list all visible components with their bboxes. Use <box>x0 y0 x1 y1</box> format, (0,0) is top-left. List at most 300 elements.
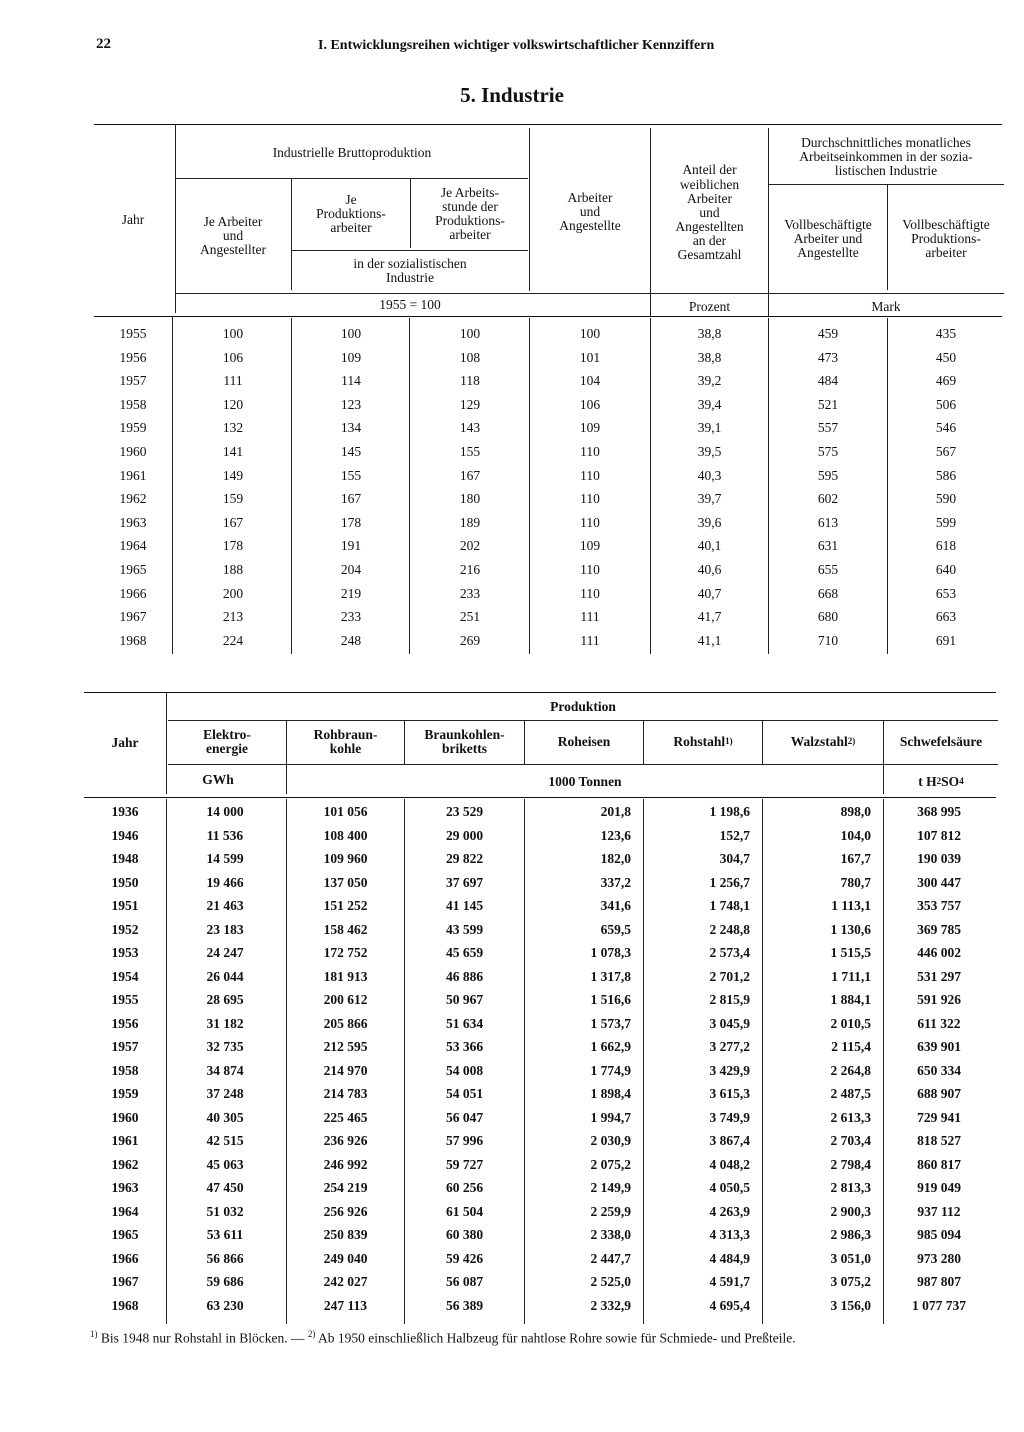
row-year: 1962 <box>119 491 147 507</box>
table-cell: 45 659 <box>445 945 484 960</box>
table-cell: 246 992 <box>323 1156 368 1172</box>
page-number: 22 <box>96 36 111 52</box>
table-cell: 213 <box>222 609 244 625</box>
table-cell: 1 748,1 <box>709 898 750 913</box>
table-cell: 1 516,6 <box>590 992 631 1007</box>
table-cell: 729 941 <box>917 1109 961 1125</box>
table-cell: 37 248 <box>206 1086 244 1101</box>
table-cell: 3 156,0 <box>830 1297 871 1313</box>
table1-income-rule <box>768 184 1004 185</box>
table-cell: 691 <box>935 632 957 648</box>
table-cell: 353 757 <box>917 898 961 913</box>
h2so4-sub1: 2 <box>936 776 942 787</box>
table1-divider <box>291 318 292 654</box>
table-cell: 602 <box>817 491 839 507</box>
table2-header-roheisen: Roheisen <box>557 733 611 749</box>
walzstahl-footnote-ref: 2) <box>847 736 856 747</box>
row-year: 1964 <box>111 1203 139 1219</box>
row-year: 1952 <box>111 921 139 937</box>
table2-unit-h2so4 <box>884 770 998 794</box>
table-cell: 2 447,7 <box>590 1250 631 1266</box>
table-cell: 256 926 <box>323 1203 368 1219</box>
table-cell: 599 <box>935 514 957 530</box>
table-cell: 4 313,3 <box>709 1227 750 1242</box>
row-year: 1957 <box>119 373 147 389</box>
table-cell: 111 <box>223 373 243 389</box>
table1-divider <box>887 318 888 654</box>
table-cell: 40,6 <box>697 562 722 577</box>
table-cell: 110 <box>580 491 600 507</box>
table-cell: 300 447 <box>917 874 961 890</box>
table-cell: 341,6 <box>600 898 631 913</box>
table-cell: 591 926 <box>917 992 961 1007</box>
table-cell: 56 866 <box>206 1250 244 1266</box>
table1-header-anteil-weiblich: Anteil der weiblichen Arbeiter und Angestellten an der Gesamtzahl <box>675 162 744 263</box>
table-cell: 450 <box>935 349 957 365</box>
table1-divider <box>409 318 410 654</box>
table-cell: 37 697 <box>445 874 484 890</box>
h2so4-prefix: t H <box>918 773 937 789</box>
row-year: 1964 <box>119 538 147 554</box>
table-cell: 985 094 <box>917 1227 961 1242</box>
running-head: I. Entwicklungsreihen wichtiger volkswirtschaftlicher Kennziffern <box>318 38 715 53</box>
table-cell: 51 032 <box>206 1203 244 1219</box>
table2-header-rohstahl <box>644 722 762 762</box>
table2-header-braunkohlenbriketts: Braunkohlen- briketts <box>424 726 505 756</box>
table-cell: 2 332,9 <box>590 1297 631 1313</box>
table-cell: 214 970 <box>323 1062 368 1078</box>
table-cell: 233 <box>340 609 362 625</box>
table-cell: 54 051 <box>445 1086 484 1101</box>
table-cell: 110 <box>580 444 600 459</box>
table-cell: 369 785 <box>917 921 961 937</box>
row-year: 1961 <box>119 467 147 483</box>
table-cell: 28 695 <box>206 992 244 1007</box>
table2-header-walzstahl <box>763 722 883 762</box>
table-cell: 214 783 <box>323 1086 368 1101</box>
footnote-mark-1: 1) <box>90 1329 98 1339</box>
table-cell: 39,7 <box>697 491 722 507</box>
table-cell: 108 400 <box>323 827 368 843</box>
table-cell: 40,1 <box>697 538 722 554</box>
table-cell: 242 027 <box>323 1274 368 1289</box>
table1-top-rule <box>94 124 1002 125</box>
table-cell: 132 <box>222 420 244 436</box>
table-cell: 650 334 <box>917 1062 961 1078</box>
table-cell: 1 113,1 <box>831 898 871 913</box>
row-year: 1963 <box>111 1180 139 1195</box>
table1-unit-rule <box>176 293 1004 294</box>
table-cell: 51 634 <box>445 1015 484 1031</box>
table-cell: 469 <box>935 373 957 389</box>
table-cell: 2 573,4 <box>709 945 750 960</box>
table-cell: 202 <box>459 538 481 554</box>
row-year: 1951 <box>111 898 139 913</box>
table-cell: 2 815,9 <box>709 992 750 1007</box>
row-year: 1953 <box>111 945 139 960</box>
row-year: 1966 <box>119 585 147 601</box>
table-cell: 659,5 <box>600 921 631 937</box>
table1-header-einkommen: Durchschnittliches monatliches Arbeitseinkommen in der sozia- listischen Industrie <box>799 134 973 179</box>
footnote-text-1: Bis 1948 nur Rohstahl in Blöcken. — <box>97 1330 308 1346</box>
table-cell: 167 <box>340 491 362 507</box>
row-year: 1936 <box>111 804 139 819</box>
row-year: 1968 <box>111 1297 139 1313</box>
table-cell: 435 <box>935 326 957 341</box>
table-cell: 212 595 <box>323 1039 368 1054</box>
table1-header-bruttoproduktion: Industrielle Bruttoproduktion <box>272 144 432 160</box>
table-cell: 110 <box>580 562 600 577</box>
table-cell: 106 <box>579 396 601 412</box>
table-cell: 182,0 <box>600 851 631 866</box>
table-cell: 29 822 <box>445 851 484 866</box>
table-cell: 59 426 <box>445 1250 484 1266</box>
table-cell: 1 994,7 <box>590 1109 631 1125</box>
table-cell: 337,2 <box>600 874 631 890</box>
table-cell: 937 112 <box>917 1203 961 1219</box>
table-cell: 653 <box>935 585 957 601</box>
table-cell: 39,6 <box>697 514 722 530</box>
table-cell: 1 662,9 <box>590 1039 631 1054</box>
row-year: 1965 <box>111 1227 139 1242</box>
table-cell: 613 <box>817 514 839 530</box>
table-cell: 590 <box>935 491 957 507</box>
table-cell: 3 749,9 <box>709 1109 750 1125</box>
table-cell: 40 305 <box>206 1109 244 1125</box>
table-cell: 1 317,8 <box>590 968 631 984</box>
table-cell: 459 <box>817 326 839 341</box>
table1-header-vollb-produktion: Vollbeschäftigte Produktions- arbeiter <box>902 216 990 261</box>
table-cell: 191 <box>340 538 362 554</box>
footnote <box>90 1329 796 1347</box>
table-cell: 2 259,9 <box>590 1203 631 1219</box>
table-cell: 180 <box>459 491 481 507</box>
table-cell: 201,8 <box>600 804 631 819</box>
table-cell: 250 839 <box>323 1227 368 1242</box>
table2-header-schwefelsaeure: Schwefelsäure <box>899 733 983 749</box>
table-cell: 190 039 <box>917 851 961 866</box>
row-year: 1962 <box>111 1156 139 1172</box>
table-cell: 3 277,2 <box>709 1039 750 1054</box>
table-cell: 34 874 <box>206 1062 244 1078</box>
table-cell: 973 280 <box>917 1250 961 1266</box>
table-cell: 39,1 <box>697 420 722 436</box>
table-cell: 2 798,4 <box>830 1156 871 1172</box>
table-cell: 4 050,5 <box>709 1180 750 1195</box>
table-cell: 506 <box>935 396 957 412</box>
table-cell: 50 967 <box>445 992 484 1007</box>
table-cell: 188 <box>222 562 244 577</box>
row-year: 1967 <box>119 609 147 625</box>
table-cell: 155 <box>340 467 362 483</box>
table-cell: 484 <box>817 373 839 389</box>
table-cell: 151 252 <box>323 898 368 913</box>
table-cell: 4 695,4 <box>709 1297 750 1313</box>
table-cell: 919 049 <box>917 1180 961 1195</box>
table-cell: 29 000 <box>445 827 484 843</box>
table-cell: 2 487,5 <box>830 1086 871 1101</box>
table-cell: 249 040 <box>323 1250 368 1266</box>
table-cell: 57 996 <box>445 1133 484 1148</box>
table-cell: 2 703,4 <box>830 1133 871 1148</box>
table-cell: 205 866 <box>323 1015 368 1031</box>
table-cell: 521 <box>817 396 839 412</box>
table-cell: 149 <box>222 467 244 483</box>
table-cell: 567 <box>935 444 957 459</box>
row-year: 1954 <box>111 968 139 984</box>
table-cell: 780,7 <box>840 874 871 890</box>
table-cell: 680 <box>817 609 839 625</box>
row-year: 1957 <box>111 1039 139 1054</box>
table-cell: 688 907 <box>917 1086 961 1101</box>
table-cell: 100 <box>222 326 244 341</box>
table-cell: 2 248,8 <box>709 921 750 937</box>
table-cell: 109 <box>579 538 601 554</box>
table-cell: 618 <box>935 538 957 554</box>
table-cell: 19 466 <box>206 874 244 890</box>
table-cell: 129 <box>459 396 481 412</box>
table-cell: 155 <box>459 444 481 459</box>
table-cell: 181 913 <box>323 968 368 984</box>
table-cell: 575 <box>817 444 839 459</box>
table-cell: 167 <box>222 514 244 530</box>
table-cell: 54 008 <box>445 1062 484 1078</box>
row-year: 1948 <box>111 851 139 866</box>
table1-header-je-produktionsarbeiter: Je Produktions- arbeiter <box>316 191 386 236</box>
table-cell: 2 900,3 <box>830 1203 871 1219</box>
table-cell: 53 366 <box>445 1039 484 1054</box>
table-cell: 143 <box>459 420 481 436</box>
table1-header-sozialistische-industrie: in der sozialistischen Industrie <box>353 255 467 285</box>
table2-header-produktion: Produktion <box>550 698 616 714</box>
row-year: 1966 <box>111 1250 139 1266</box>
table2-header-jahr: Jahr <box>111 734 139 750</box>
table1-unit-mark: Mark <box>871 298 901 314</box>
table-cell: 233 <box>459 585 481 601</box>
table-cell: 111 <box>580 632 600 648</box>
table-cell: 56 389 <box>445 1297 484 1313</box>
table1-divider <box>768 318 769 654</box>
table1-subgroup-rule <box>176 178 528 179</box>
table-cell: 2 338,0 <box>590 1227 631 1242</box>
row-year: 1960 <box>119 444 147 459</box>
table-cell: 640 <box>935 562 957 577</box>
footnote-text-2: Ab 1950 einschließlich Halbzeug für nahtlose Rohre sowie für Schmiede- und Preßteile. <box>315 1330 796 1346</box>
table1-divider <box>650 318 651 654</box>
table-cell: 118 <box>460 373 480 389</box>
table-cell: 225 465 <box>323 1109 368 1125</box>
table-cell: 1 077 737 <box>912 1297 966 1313</box>
table-cell: 2 525,0 <box>590 1274 631 1289</box>
row-year: 1960 <box>111 1109 139 1125</box>
table-cell: 39,5 <box>697 444 722 459</box>
table1-unit-index: 1955 = 100 <box>379 296 441 312</box>
table-cell: 21 463 <box>206 898 244 913</box>
table-cell: 108 <box>459 349 481 365</box>
table-cell: 134 <box>340 420 362 436</box>
table-cell: 123 <box>340 396 362 412</box>
table-cell: 101 056 <box>323 804 368 819</box>
table-cell: 106 <box>222 349 244 365</box>
row-year: 1956 <box>119 349 147 365</box>
table2-header-elektroenergie: Elektro- energie <box>203 726 251 756</box>
row-year: 1950 <box>111 874 139 890</box>
row-year: 1963 <box>119 514 147 530</box>
table-cell: 546 <box>935 420 957 436</box>
table-cell: 172 752 <box>323 945 368 960</box>
table-cell: 31 182 <box>206 1015 244 1031</box>
table-cell: 3 051,0 <box>830 1250 871 1266</box>
table1-divider <box>529 318 530 654</box>
table-cell: 120 <box>222 396 244 412</box>
row-year: 1959 <box>119 420 147 436</box>
table2-top-rule <box>84 692 996 693</box>
table-cell: 2 115,4 <box>831 1039 871 1054</box>
table-cell: 109 960 <box>323 851 368 866</box>
table-cell: 159 <box>222 491 244 507</box>
table-cell: 1 198,6 <box>709 804 750 819</box>
table-cell: 710 <box>817 632 839 648</box>
table-cell: 45 063 <box>206 1156 244 1172</box>
table-cell: 247 113 <box>323 1297 368 1313</box>
table-cell: 200 612 <box>323 992 368 1007</box>
table-cell: 860 817 <box>917 1156 961 1172</box>
table-cell: 4 048,2 <box>709 1156 750 1172</box>
walzstahl-label: Walzstahl <box>790 733 848 749</box>
table-cell: 1 898,4 <box>590 1086 631 1101</box>
table-cell: 107 812 <box>917 827 961 843</box>
table-cell: 269 <box>459 632 481 648</box>
table-cell: 145 <box>340 444 362 459</box>
table-cell: 663 <box>935 609 957 625</box>
table-cell: 2 075,2 <box>590 1156 631 1172</box>
table-cell: 56 047 <box>445 1109 484 1125</box>
table-cell: 114 <box>341 373 361 389</box>
table-cell: 38,8 <box>697 326 722 341</box>
table-cell: 1 573,7 <box>590 1015 631 1031</box>
table-cell: 104,0 <box>840 827 871 843</box>
table-cell: 41,7 <box>697 609 722 625</box>
table-cell: 3 867,4 <box>709 1133 750 1148</box>
table1-header-arbeiter-angestellte: Arbeiter und Angestellte <box>559 189 621 234</box>
table-cell: 3 615,3 <box>709 1086 750 1101</box>
table-cell: 1 774,9 <box>590 1062 631 1078</box>
table-cell: 100 <box>579 326 601 341</box>
table-cell: 655 <box>817 562 839 577</box>
table2-body-rule <box>84 797 996 798</box>
table-cell: 1 256,7 <box>709 874 750 890</box>
table1-divider <box>172 316 173 654</box>
table-cell: 152,7 <box>719 827 750 843</box>
table-cell: 40,7 <box>697 585 722 601</box>
table-cell: 23 529 <box>445 804 484 819</box>
table-cell: 2 264,8 <box>830 1062 871 1078</box>
table-cell: 110 <box>580 467 600 483</box>
table2-divider <box>166 799 167 1324</box>
table2-header-rohbraunkohle: Rohbraun- kohle <box>313 726 378 756</box>
table-cell: 38,8 <box>697 349 722 365</box>
row-year: 1958 <box>111 1062 139 1078</box>
table-cell: 109 <box>340 349 362 365</box>
table-cell: 111 <box>580 609 600 625</box>
table-cell: 43 599 <box>445 921 484 937</box>
table-cell: 200 <box>222 585 244 601</box>
table-cell: 2 010,5 <box>830 1015 871 1031</box>
table-cell: 236 926 <box>323 1133 368 1148</box>
table-cell: 26 044 <box>206 968 244 984</box>
table-cell: 39,2 <box>697 373 722 389</box>
row-year: 1955 <box>119 326 147 341</box>
table-cell: 219 <box>340 585 362 601</box>
table-cell: 818 527 <box>917 1133 961 1148</box>
table-cell: 11 536 <box>206 827 244 843</box>
table-cell: 137 050 <box>323 874 368 890</box>
table-cell: 473 <box>817 349 839 365</box>
table-cell: 216 <box>459 562 481 577</box>
table-cell: 40,3 <box>697 467 722 483</box>
footnote-mark-2: 2) <box>307 1329 316 1339</box>
table-cell: 987 807 <box>917 1274 961 1289</box>
table-cell: 39,4 <box>697 396 722 412</box>
table-cell: 446 002 <box>917 945 961 960</box>
table-cell: 1 711,1 <box>831 968 871 984</box>
rohstahl-label: Rohstahl <box>673 733 726 749</box>
table-cell: 141 <box>222 444 244 459</box>
table-cell: 248 <box>340 632 362 648</box>
table2-group-rule <box>168 720 998 721</box>
table-cell: 557 <box>817 420 839 436</box>
table1-header-je-arbeiter: Je Arbeiter und Angestellter <box>200 213 266 258</box>
table-cell: 158 462 <box>323 921 368 937</box>
table-cell: 2 613,3 <box>830 1109 871 1125</box>
row-year: 1956 <box>111 1015 139 1031</box>
table-cell: 189 <box>459 514 481 530</box>
table-cell: 61 504 <box>445 1203 484 1219</box>
table-cell: 110 <box>580 585 600 601</box>
table-cell: 60 380 <box>445 1227 484 1242</box>
table-cell: 2 986,3 <box>830 1227 871 1242</box>
table-cell: 1 884,1 <box>830 992 871 1007</box>
h2so4-mid: SO <box>941 773 960 789</box>
row-year: 1955 <box>111 992 139 1007</box>
table-cell: 41,1 <box>697 632 722 648</box>
table-cell: 63 230 <box>206 1297 244 1313</box>
row-year: 1967 <box>111 1274 139 1289</box>
table-cell: 42 515 <box>206 1133 244 1148</box>
table-cell: 24 247 <box>206 945 244 960</box>
table-cell: 53 611 <box>206 1227 244 1242</box>
table-cell: 178 <box>222 538 244 554</box>
table-cell: 47 450 <box>206 1180 244 1195</box>
table-cell: 3 075,2 <box>830 1274 871 1289</box>
table-cell: 100 <box>459 326 481 341</box>
table-cell: 611 322 <box>917 1015 961 1031</box>
table-cell: 41 145 <box>445 898 484 913</box>
table1-header-jahr: Jahr <box>121 211 145 227</box>
row-year: 1961 <box>111 1133 139 1148</box>
table-cell: 631 <box>817 538 839 554</box>
table-cell: 14 599 <box>206 851 244 866</box>
table-cell: 204 <box>340 562 362 577</box>
table-cell: 59 686 <box>206 1274 244 1289</box>
table1-sozial-rule <box>292 250 528 251</box>
table2-unit-rule <box>168 764 998 765</box>
table-cell: 60 256 <box>445 1180 484 1195</box>
h2so4-sub2: 4 <box>959 776 964 787</box>
table-cell: 3 045,9 <box>709 1015 750 1031</box>
table-cell: 4 591,7 <box>709 1274 750 1289</box>
row-year: 1959 <box>111 1086 139 1101</box>
